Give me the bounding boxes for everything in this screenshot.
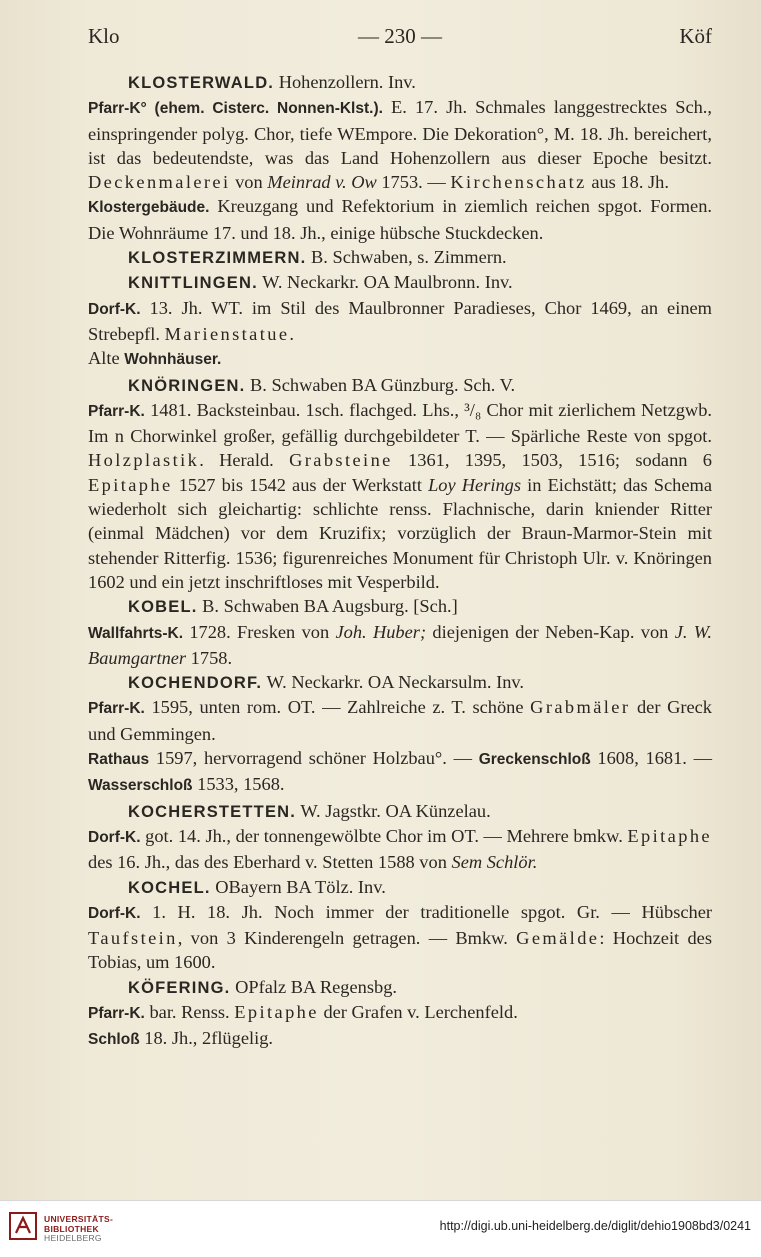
entry-headword: KOCHENDORF. (128, 674, 263, 693)
entry-text: der Grafen v. Lerchenfeld. (318, 1001, 518, 1022)
entry-text: 1533, 1568. (192, 774, 285, 795)
entry-text: diejenigen der Neben-Kap. von (426, 621, 675, 642)
entry-keyword: Pfarr-K. (88, 700, 145, 718)
entry-text: der Greck und Gemmingen. (88, 697, 713, 744)
entry-text: 13. Jh. WT. im Stil des Maulbronner Paradieses, Chor 1469, an einem Strebepfl. (88, 297, 712, 344)
entry-headword: KOCHERSTETTEN. (128, 802, 297, 821)
entry (88, 70, 712, 245)
running-head (88, 24, 712, 58)
entry-text: 1753. — (376, 172, 451, 193)
entry-text: 1527 bis 1542 aus der Werkstatt (172, 474, 429, 495)
entry-headword: KÖFERING. (128, 978, 231, 997)
entry-spaced-term: Taufstein (88, 928, 178, 949)
entry-text: Alte (88, 348, 125, 369)
entry-headword: KLOSTERWALD. (128, 74, 275, 92)
entry-artist-name: Meinrad v. Ow (267, 172, 377, 193)
entry (88, 245, 712, 270)
entry-keyword: Greckenschloß (478, 751, 591, 769)
entry (88, 799, 712, 875)
entry-spaced-term: Deckenmalerei (88, 172, 231, 193)
entry-keyword: Klostergebäude. (88, 199, 210, 217)
entry-keyword: Pfarr-K° (ehem. Cisterc. Nonnen-Klst.). (88, 100, 383, 118)
entry-artist-name: J. W. Baumgartner (88, 621, 712, 668)
entry-text: B. Schwaben BA Augsburg. [Sch.] (197, 596, 458, 617)
entry-text: Kreuzgang und Refektorium in ziemlich reichen spgot. Formen. Die Wohnräume 17. und 18. Jh., einige hübsche Stuckdecken. (88, 196, 712, 243)
entry-spaced-term: Holzplastik (88, 450, 200, 471)
entry-spaced-term: Grabsteine (289, 450, 393, 471)
entry-text: W. Neckarkr. OA Neckarsulm. Inv. (262, 672, 525, 693)
entry-text: bar. Renss. (144, 1001, 235, 1022)
entry-text: 1728. Fresken von (183, 621, 336, 642)
entry-headword: KNITTLINGEN. (128, 274, 258, 293)
entry (88, 270, 712, 372)
source-url-link[interactable]: http://digi.ub.uni-heidelberg.de/diglit/dehio1908bd3/0241 (439, 1219, 751, 1233)
entry-headword: KNÖRINGEN. (128, 376, 246, 395)
entry-keyword: Rathaus (88, 751, 150, 769)
entry-text: . (289, 323, 295, 344)
entry-text: OPfalz BA Regensbg. (230, 976, 397, 997)
entry-keyword: Dorf-K. (88, 904, 141, 922)
entry-artist-name: Loy Herings (428, 474, 522, 495)
entry-spaced-term: Kirchenschatz (450, 172, 587, 193)
entry (88, 594, 712, 670)
entry-keyword: Wohnhäuser. (124, 351, 222, 369)
entry-text: , von 3 Kinderengeln getragen. — Bmkw. (177, 928, 517, 949)
entry-keyword: Dorf-K. (88, 828, 141, 846)
library-logo-icon (8, 1211, 38, 1241)
library-name-line1: UNIVERSITÄTS- (44, 1214, 114, 1224)
entry-text: B. Schwaben, s. Zimmern. (306, 247, 507, 268)
entry-artist-name: Joh. Huber; (335, 621, 427, 642)
entry-keyword: Wasserschloß (88, 777, 193, 795)
footer-bar (0, 1200, 761, 1257)
running-head-right: Köf (679, 24, 712, 48)
entry-keyword: Wallfahrts-K. (88, 624, 184, 642)
entry-spaced-term: Gemälde (516, 928, 600, 949)
entry-text: 1608, 1681. — (590, 748, 712, 769)
library-name-line3: HEIDELBERG (44, 1233, 102, 1243)
entry-text: Hohenzollern. Inv. (274, 72, 416, 92)
entry-text: : Hochzeit des Tobias, um 1600. (88, 928, 712, 973)
entry-keyword: Pfarr-K. (88, 1004, 145, 1022)
entry-text: des 16. Jh., das des Eberhard v. Stetten 1588 von (88, 852, 452, 873)
entry-keyword: Pfarr-K. (88, 402, 145, 420)
entry-spaced-term: Epitaphe (627, 825, 712, 846)
entry-text: OBayern BA Tölz. Inv. (210, 876, 386, 897)
entry-text: . Herald. (199, 450, 290, 471)
entry-text: aus 18. Jh. (586, 172, 669, 193)
entry-text: in Eichstätt; das Schema wiederholt sich gleichartig: schlichte renss. Flachnische, darin kniender Ritter (einmal Mädchen) vor dem Kruzifix; vorzüglich der Braun-Marmor-Stein mit stehender Ritterfig. 1536; figurenreiches Monument für Christoph Ulr. v. Knöringen 1602 und ein jetzt inschriftloses mit Vesperbild. (88, 474, 712, 592)
entry-text: B. Schwaben BA Günzburg. Sch. V. (245, 374, 516, 395)
entry-keyword: Schloß (88, 1031, 140, 1049)
entry-text: 1361, 1395, 1503, 1516; sodann 6 (392, 450, 712, 471)
entry-headword: KOBEL. (128, 598, 198, 617)
entry-text: von (230, 172, 268, 193)
entries-text (88, 70, 712, 1053)
entry-headword: KLOSTERZIMMERN. (128, 249, 307, 268)
entry-spaced-term: Grabmäler (530, 697, 631, 718)
entry-text: 1. H. 18. Jh. Noch immer der traditionelle spgot. Gr. — Hübscher (140, 901, 712, 922)
entry-spaced-term: Epitaphe (234, 1001, 319, 1022)
entry-spaced-term: Epitaphe (88, 474, 173, 495)
entry-artist-name: Sem Schlör. (451, 852, 538, 873)
entry-text: 1481. Backsteinbau. 1sch. flachged. Lhs., ³/₈ Chor mit zierlichem Netzgwb. Im n Chorwinkel großer, gefällig durchgebildeter T. — Spärliche Reste von spgot. (88, 399, 712, 447)
entry-text: 1597, hervorragend schöner Holzbau°. — (149, 748, 479, 769)
entry (88, 373, 712, 595)
entry-text: 1758. (186, 647, 233, 668)
entry (88, 670, 712, 798)
running-head-left: Klo (88, 24, 120, 48)
entry-text: 18. Jh., 2flügelig. (139, 1028, 273, 1049)
entry (88, 975, 712, 1053)
library-name-line2: BIBLIOTHEK (44, 1223, 99, 1234)
entry-text: got. 14. Jh., der tonnengewölbte Chor im OT. — Mehrere bmkw. (140, 825, 628, 846)
page-number: — 230 — (358, 24, 442, 48)
entry-text: W. Neckarkr. OA Maulbronn. Inv. (257, 272, 513, 293)
entry-text: W. Jagstkr. OA Künzelau. (296, 800, 491, 821)
entry-keyword: Dorf-K. (88, 300, 141, 318)
entry-spaced-term: Marienstatue (164, 323, 290, 344)
entry-text: 1595, unten rom. OT. — Zahlreiche z. T. schöne (144, 697, 531, 718)
library-name (44, 1215, 113, 1244)
entry (88, 875, 712, 975)
entry-headword: KOCHEL. (128, 878, 211, 897)
entry-text: E. 17. Jh. Schmales langgestrecktes Sch., einspringender polyg. Chor, tiefe WEmpore. Die Dekoration°, M. 18. Jh. bereichert, ist das bedeutendste, was das Land Hohenzollern aus dieser Epoche besitzt. (88, 97, 713, 168)
